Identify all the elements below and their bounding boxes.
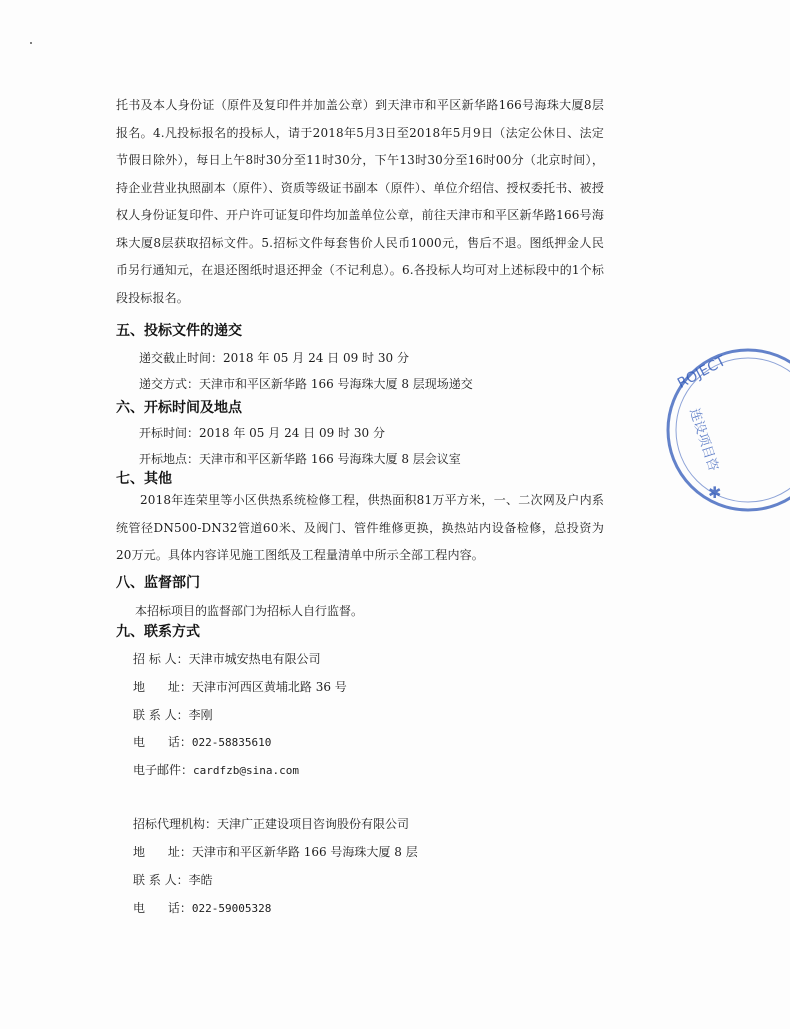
tenderer-email-label: 电子邮件：	[133, 763, 194, 777]
supervision-text: 本招标项目的监督部门为招标人自行监督。	[135, 604, 364, 618]
agency-phone-row	[133, 899, 271, 916]
agency-phone: 022-59005328	[191, 902, 272, 915]
project-description: 2018年连荣里等小区供热系统检修工程，供热面积81万平方米，一、二次网及户内系统管径DN500-DN32管道60米、及阀门、管件维修更换，换热站内设备检修，总投资为20万元。具体内容详见施工图纸及工程量清单中所示全部工程内容。	[116, 493, 604, 562]
agency-contact: 李皓	[188, 873, 213, 887]
tenderer-contact: 李刚	[188, 708, 213, 722]
agency-name: 天津广正建设项目咨询股份有限公司	[217, 817, 410, 831]
section-5-heading: 五、投标文件的递交	[116, 323, 242, 339]
tenderer-name-label: 招 标 人：	[133, 652, 189, 666]
section-8-heading: 八、监督部门	[116, 575, 200, 591]
tenderer-phone: 022-58835610	[191, 736, 272, 749]
tenderer-address-row	[133, 678, 347, 695]
tenderer-phone-row	[133, 733, 271, 750]
bidding-registration-paragraph: 托书及本人身份证（原件及复印件并加盖公章）到天津市和平区新华路166号海珠大厦8层报名。4.凡投标报名的投标人，请于2018年5月3日至2018年5月9日（法定公休日、法定节假日除外），每日上午8时30分至11时30分，下午13时30分至16时00分（北京时间），持企业营业执照副本（原件）、资质等级证书副本（原件）、单位介绍信、授权委托书、被授权人身份证复印件、开户许可证复印件均加盖单位公章，前往天津市和平区新华路166号海珠大厦8层获取招标文件。5.招标文件每套售价人民币1000元，售后不退。图纸押金人民币另行通知元，在退还图纸时退还押金（不记利息）。6.各投标人均可对上述标段中的1个标段投标报名。	[116, 98, 604, 305]
agency-contact-label: 联 系 人：	[133, 873, 189, 887]
agency-contact-row	[133, 871, 213, 888]
scan-speck	[30, 42, 32, 44]
company-seal	[660, 330, 790, 530]
submission-method: 递交方式：天津市和平区新华路 166 号海珠大厦 8 层现场递交	[139, 377, 473, 391]
agency-name-label: 招标代理机构：	[133, 817, 218, 831]
section-7-heading: 七、其他	[116, 471, 172, 487]
tenderer-name: 天津市城安热电有限公司	[188, 652, 321, 666]
opening-location: 开标地点：天津市和平区新华路 166 号海珠大厦 8 层会议室	[139, 452, 461, 466]
agency-name-row	[133, 815, 409, 832]
section-6-heading: 六、开标时间及地点	[116, 400, 242, 416]
submission-deadline: 递交截止时间：2018 年 05 月 24 日 09 时 30 分	[139, 351, 409, 365]
seal-text-side: 连设项目咨	[686, 406, 721, 474]
tenderer-address: 天津市河西区黄埔北路 36 号	[191, 680, 347, 694]
agency-address-label: 地 址：	[133, 845, 192, 859]
seal-text-top: ROJECT	[674, 353, 729, 392]
seal-star-icon: ✱	[708, 483, 722, 502]
tenderer-phone-label: 电 话：	[133, 735, 192, 749]
tenderer-email-row	[133, 761, 299, 778]
agency-address: 天津市和平区新华路 166 号海珠大厦 8 层	[191, 845, 418, 859]
agency-phone-label: 电 话：	[133, 901, 192, 915]
tenderer-address-label: 地 址：	[133, 680, 192, 694]
tenderer-email: cardfzb@sina.com	[193, 764, 299, 777]
tenderer-name-row	[133, 650, 321, 667]
tenderer-contact-label: 联 系 人：	[133, 708, 189, 722]
agency-address-row	[133, 843, 418, 860]
opening-time: 开标时间：2018 年 05 月 24 日 09 时 30 分	[139, 426, 385, 440]
section-9-heading: 九、联系方式	[116, 624, 200, 640]
tenderer-contact-row	[133, 706, 213, 723]
